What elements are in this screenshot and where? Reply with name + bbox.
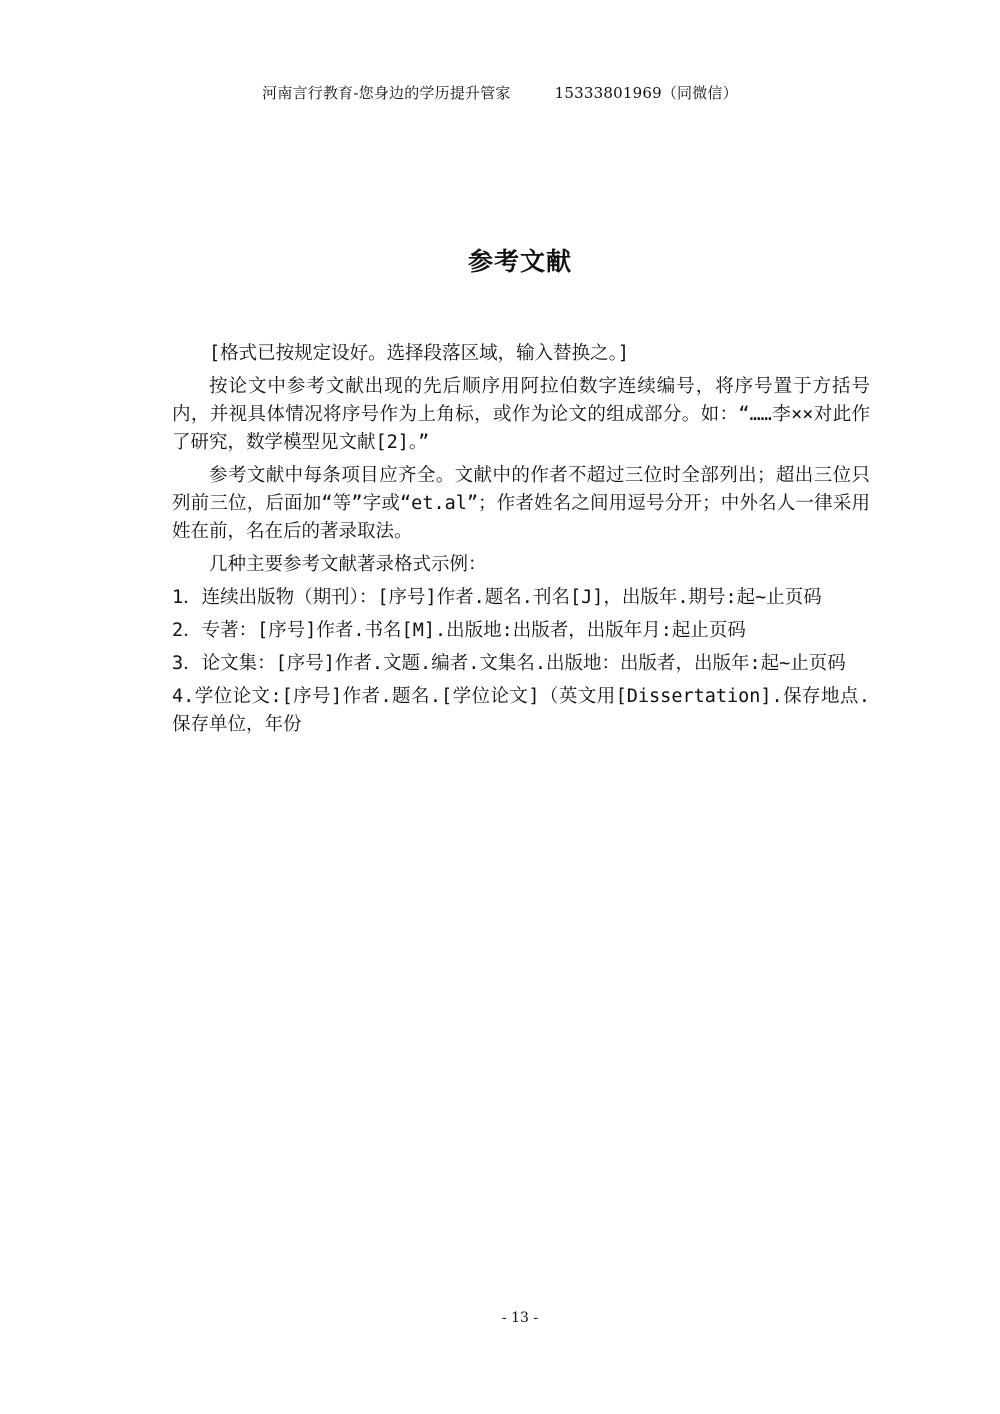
paragraph-format-note: [格式已按规定设好。选择段落区域，输入替换之。] <box>209 343 630 364</box>
document-body <box>172 340 870 744</box>
header-org: 河南言行教育-您身边的学历提升管家 <box>262 84 511 102</box>
paragraph-examples-intro: 几种主要参考文献著录格式示例： <box>209 554 487 575</box>
example-monograph: 2．专著：[序号]作者.书名[M].出版地:出版者，出版年月:起止页码 <box>172 620 746 641</box>
example-periodical: 1．连续出版物（期刊）：[序号]作者.题名.刊名[J]，出版年.期号:起~止页码 <box>172 587 822 608</box>
header-phone: 15333801969（同微信） <box>554 84 738 102</box>
example-proceedings: 3．论文集：[序号]作者.文题.编者.文集名.出版地：出版者，出版年:起~止页码 <box>172 653 846 674</box>
paragraph-completeness: 参考文献中每条项目应齐全。文献中的作者不超过三位时全部列出；超出三位只列前三位，后面加“等”字或“et.al”；作者姓名之间用逗号分开；中外名人一律采用姓在前，名在后的著录取法。 <box>172 465 870 542</box>
example-dissertation: 4.学位论文:[序号]作者.题名.[学位论文]（英文用[Dissertation].保存地点.保存单位，年份 <box>172 686 870 735</box>
paragraph-numbering: 按论文中参考文献出现的先后顺序用阿拉伯数字连续编号，将序号置于方括号内，并视具体情况将序号作为上角标，或作为论文的组成部分。如：“……李××对此作了研究，数学模型见文献[2]。” <box>172 376 870 453</box>
page-header <box>0 82 1000 103</box>
page-number: - 13 - <box>501 1310 539 1326</box>
page-title: 参考文献 <box>467 247 572 276</box>
